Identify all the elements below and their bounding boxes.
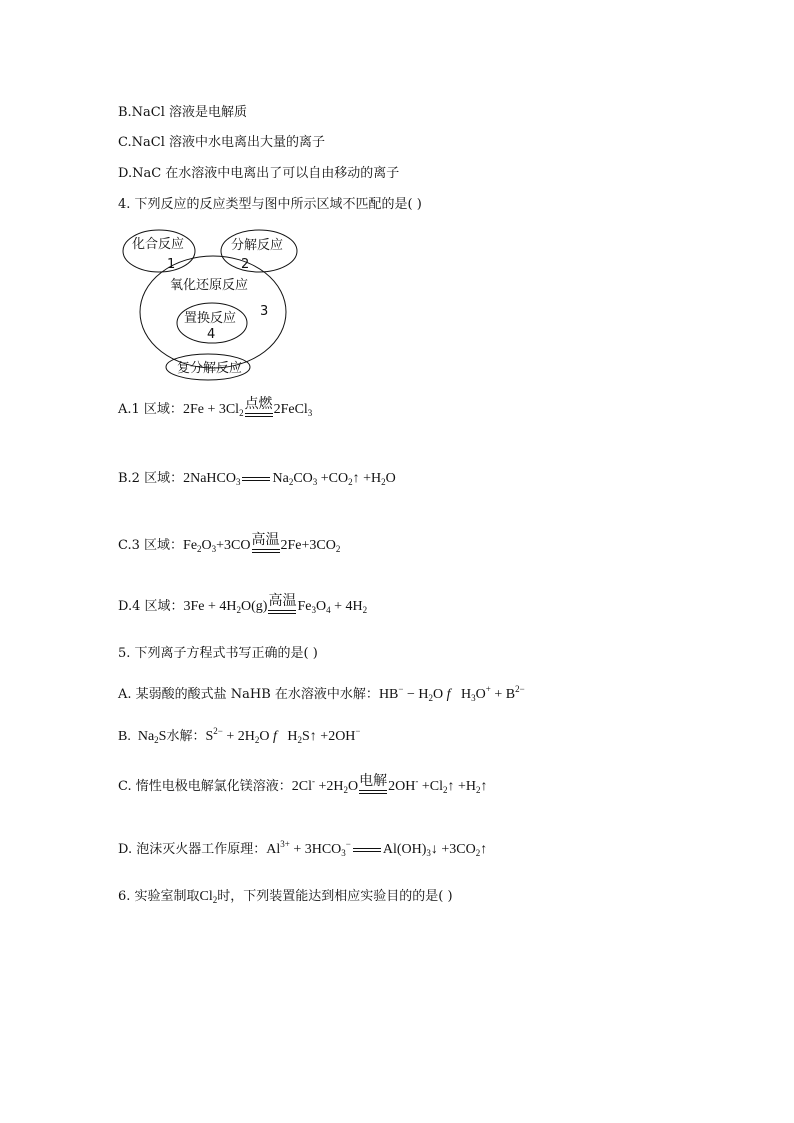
q5-option-a-equation: $HB^- - H_2O$ f $H_3O^+ + B^{2-}$ <box>378 684 525 703</box>
q4-option-b <box>118 470 396 491</box>
q5-option-b <box>118 722 361 749</box>
q6-stem-post: 时，下列装置能达到相应实验目的的是( ) <box>217 889 453 904</box>
q4-option-b-label: B.2 区域： <box>118 471 184 486</box>
region-2-number: 2 <box>241 257 250 272</box>
condition-ignite: 点燃 <box>244 397 273 412</box>
q5-option-b-formula: B. $Na_2S$ <box>118 729 167 745</box>
q6-stem-pre: 6. 实验室制取 <box>118 889 200 904</box>
replacement-label: 置换反应 <box>184 311 237 326</box>
option-d-prev: D.NaC 在水溶液中电离出了可以自由移动的离子 <box>118 166 400 181</box>
q5-option-d-label: D. 泡沫灭火器工作原理： <box>118 842 267 857</box>
q4-option-c-label: C.3 区域： <box>118 538 184 553</box>
q6-cl2-formula: $Cl_2$ <box>199 889 218 905</box>
combination-label: 化合反应 <box>132 237 185 252</box>
region-4-number: 4 <box>207 327 216 342</box>
q4-option-c-equation: $Fe_2O_3+3CO$ 高温 $2Fe+3CO_2$ <box>183 533 341 554</box>
q4-option-d-equation: $3Fe + 4H_2O(g)$ 高温 $Fe_3O_4 + 4H_2$ <box>183 594 368 615</box>
q5-option-c-label: C. 惰性电极电解氯化镁溶液： <box>118 779 292 794</box>
q5-option-d <box>118 835 487 862</box>
q4-option-d <box>118 595 367 619</box>
region-3-number: 3 <box>260 304 269 319</box>
condition-high-temp-2: 高温 <box>268 594 297 609</box>
double-decomposition-label: 复分解反应 <box>177 361 243 376</box>
q4-option-a-equation: $2Fe + 3Cl_2$ 点燃 2FeCl$_3$ <box>182 397 313 418</box>
redox-label: 氧化还原反应 <box>170 278 249 293</box>
question-4-stem: 4. 下列反应的反应类型与图中所示区域不匹配的是( ) <box>118 197 422 212</box>
q5-option-a <box>118 680 525 707</box>
q4-option-a-label: A.1 区域： <box>118 402 183 417</box>
q5-option-c-equation: $2Cl^- +2H_2O$ 电解 $2OH^- +Cl_2↑$ $+H_2↑$ <box>291 774 488 795</box>
q5-option-c <box>118 772 488 799</box>
condition-electrolysis: 电解 <box>359 774 388 789</box>
region-1-number: 1 <box>167 257 176 272</box>
q4-option-b-equation: 2NaHCO$_3$ $Na_2CO_3$ $+CO_2↑ +H_2O$ <box>183 471 396 487</box>
question-5-stem: 5. 下列离子方程式书写正确的是( ) <box>118 646 318 661</box>
option-c-prev: C.NaCl 溶液中水电离出大量的离子 <box>118 135 325 150</box>
decomposition-label: 分解反应 <box>231 238 284 253</box>
q4-option-c <box>118 534 340 558</box>
condition-high-temp: 高温 <box>251 533 280 548</box>
option-b-prev: B.NaCl 溶液是电解质 <box>118 105 248 120</box>
q5-option-a-label: A. 某弱酸的酸式盐 NaHB 在水溶液中水解： <box>118 687 379 702</box>
q5-option-d-equation: $Al^{3+} + 3HCO_3^-$ $Al(OH)_3↓$ $+3CO_2↑$ <box>266 839 488 858</box>
question-6-stem <box>118 888 453 909</box>
q4-option-d-label: D.4 区域： <box>118 599 184 614</box>
reaction-type-diagram <box>118 226 308 386</box>
q5-option-b-equation: $S^{2-} + 2H_2O$ f $H_2S↑ +2OH^-$ <box>205 726 361 745</box>
q5-option-b-label: 水解： <box>166 729 206 744</box>
q4-option-a <box>118 398 312 422</box>
